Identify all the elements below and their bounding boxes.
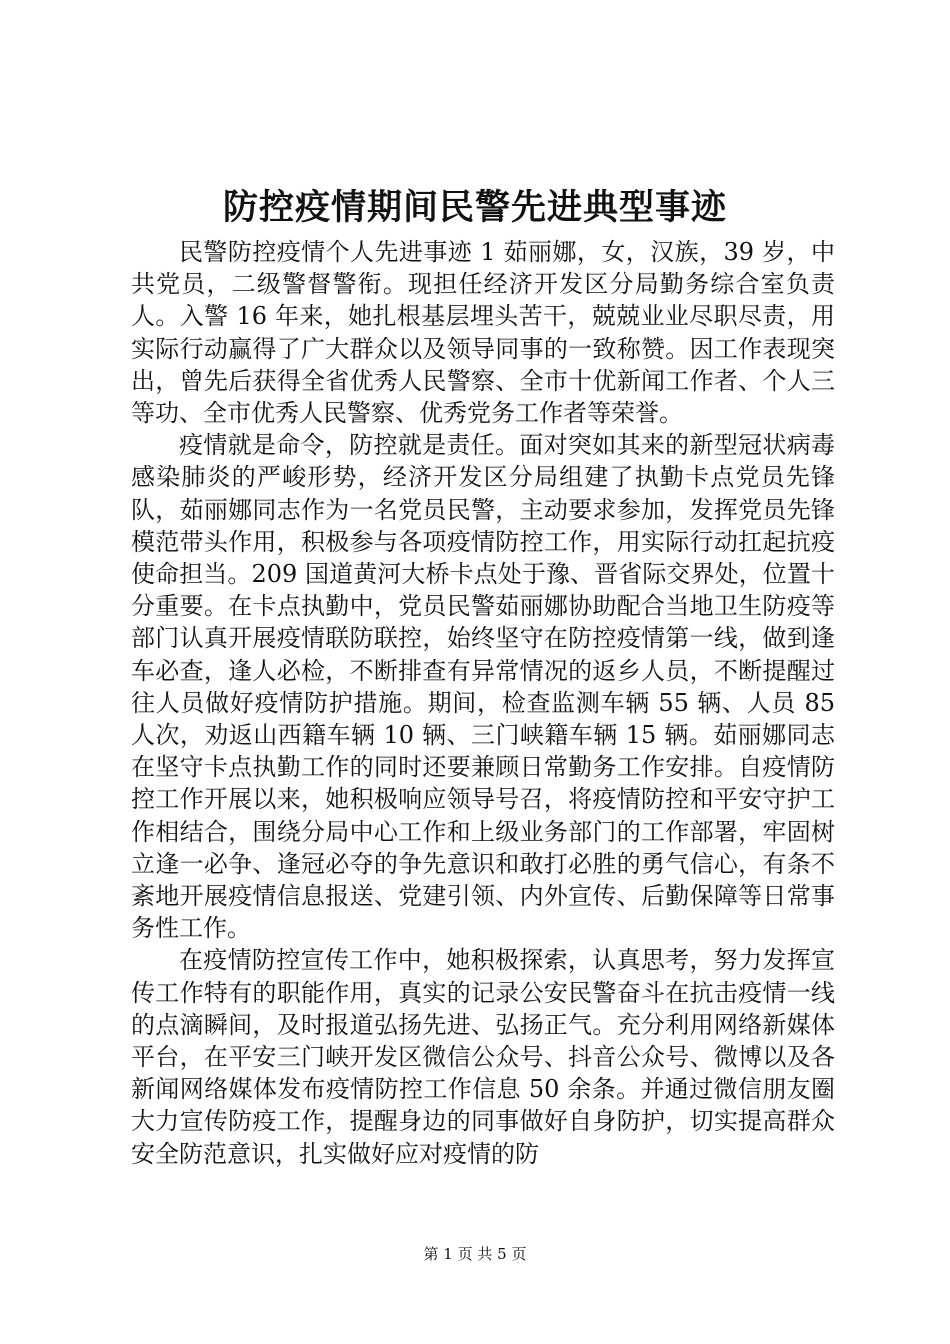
paragraph-2: 疫情就是命令，防控就是责任。面对突如其来的新型冠状病毒感染肺炎的严峻形势，经济开发区分局组建了执勤卡点党员先锋队，茹丽娜同志作为一名党员民警，主动要求参加，发挥党员先锋模范带头作用，积极参与各项疫情防控工作，用实际行动扛起抗疫使命担当。209 国道黄河大桥卡点处于豫、晋省际交界处，位置十分重要。在卡点执勤中，党员民警茹丽娜协助配合当地卫生防疫等部门认真开展疫情联防联控，始终坚守在防控疫情第一线，做到逢车必查，逢人必检，不断排查有异常情况的返乡人员，不断提醒过往人员做好疫情防护措施。期间，检查监测车辆 55 辆、人员 85 人次，劝返山西籍车辆 10 辆、三门峡籍车辆 15 辆。茹丽娜同志在坚守卡点执勤工作的同时还要兼顾日常勤务工作安排。自疫情防控工作开展以来，她积极响应领导号召，将疫情防控和平安守护工作相结合，围绕分局中心工作和上级业务部门的工作部署，牢固树立逢一必争、逢冠必夺的争先意识和敢打必胜的勇气信心，有条不紊地开展疫情信息报送、党建引领、内外宣传、后勤保障等日常事务性工作。 (131, 431, 835, 943)
document-title: 防控疫情期间民警先进典型事迹 (222, 187, 727, 228)
paragraph-1: 民警防控疫情个人先进事迹 1 茹丽娜，女，汉族，39 岁，中共党员，二级警督警衔。现担任经济开发区分局勤务综合室负责人。入警 16 年来，她扎根基层埋头苦干，兢兢业业尽职尽责，用实际行动赢得了广大群众以及领导同事的一致称赞。因工作表现突出，曾先后获得全省优秀人民警察、全市十优新闻工作者、个人三等功、全市优秀人民警察、优秀党务工作者等荣誉。 (131, 238, 835, 428)
document-body (131, 236, 835, 1170)
paragraph-3: 在疫情防控宣传工作中，她积极探索，认真思考，努力发挥宣传工作特有的职能作用，真实的记录公安民警奋斗在抗击疫情一线的点滴瞬间，及时报道弘扬先进、弘扬正气。充分利用网络新媒体平台，在平安三门峡开发区微信公众号、抖音公众号、微博以及各新闻网络媒体发布疫情防控工作信息 50 余条。并通过微信朋友圈大力宣传防疫工作，提醒身边的同事做好自身防护，切实提高群众安全防范意识，扎实做好应对疫情的防 (131, 946, 835, 1168)
page-footer: 第 1 页 共 5 页 (423, 1245, 527, 1263)
